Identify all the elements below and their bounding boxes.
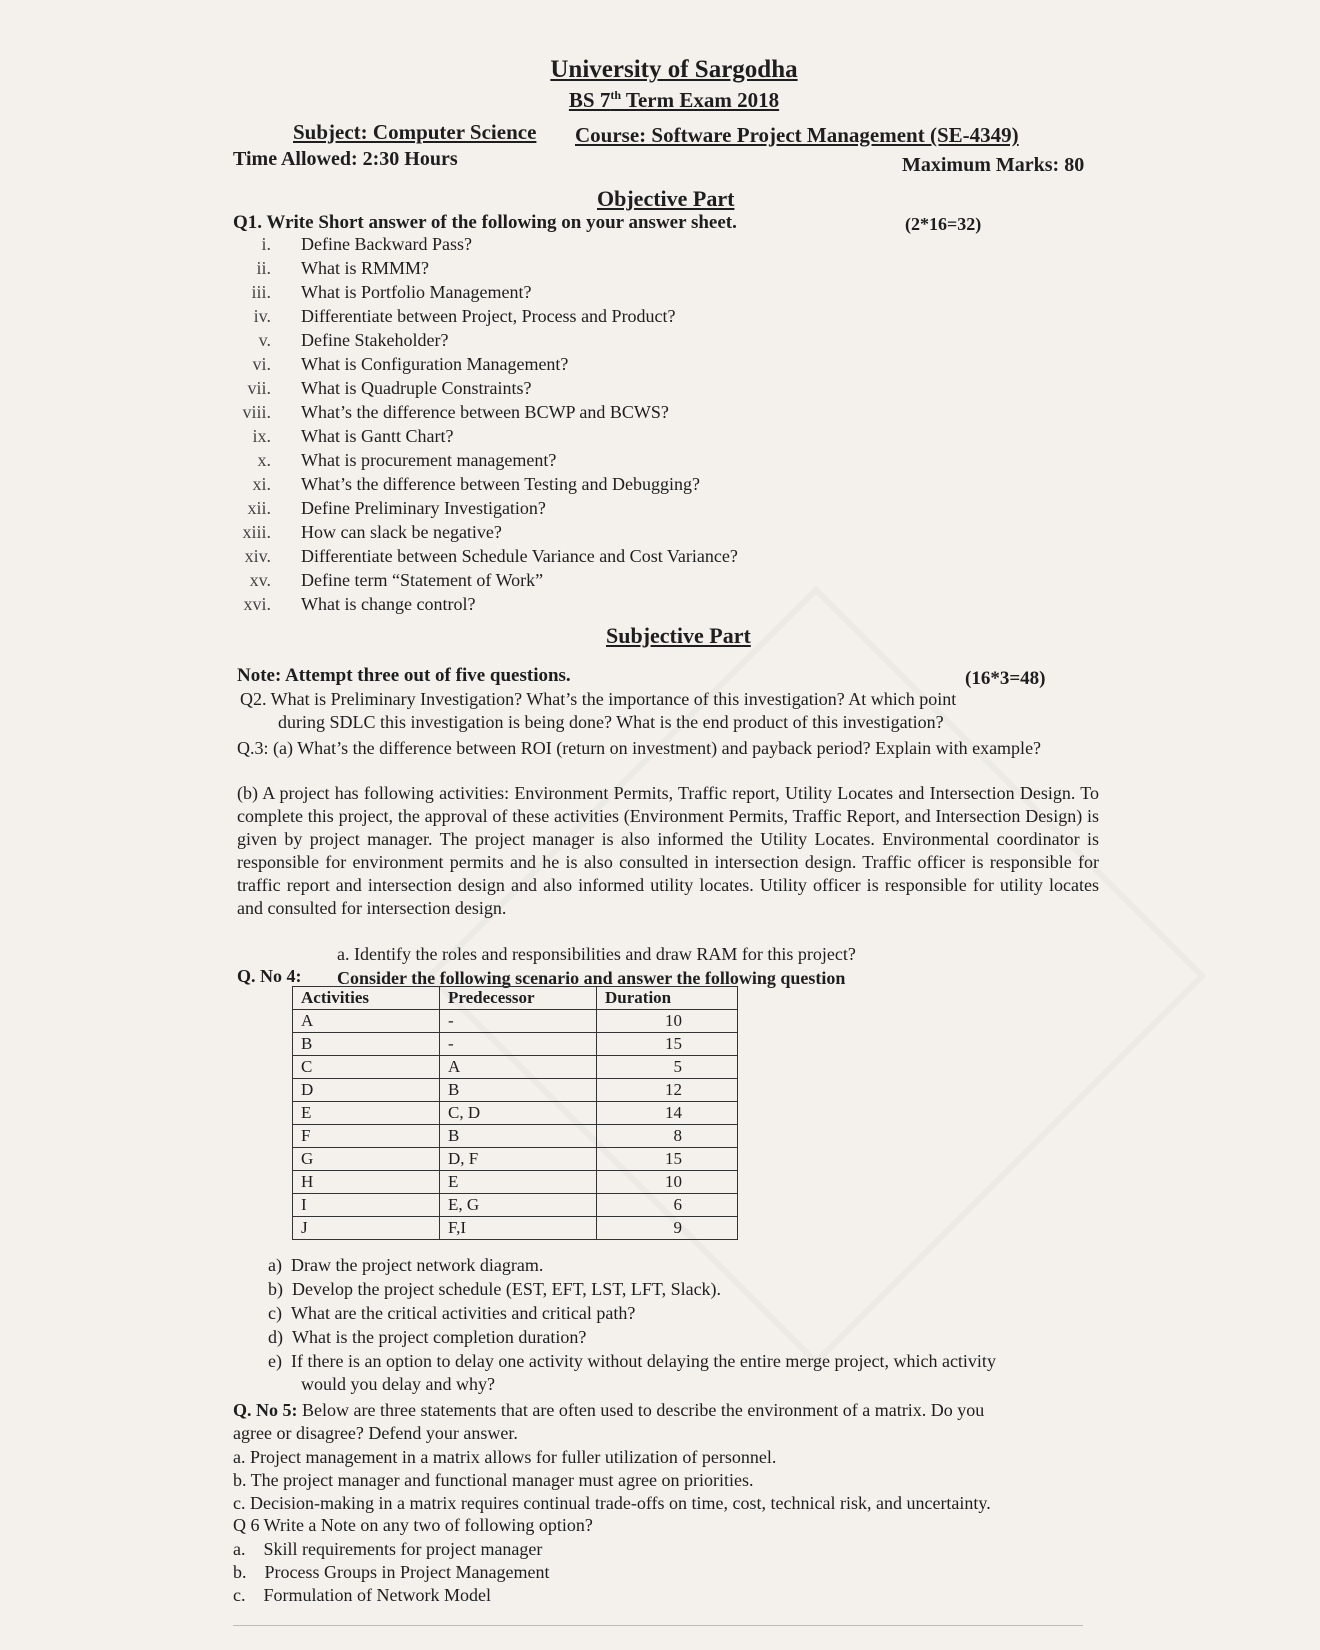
list-item: xiv. Differentiate between Schedule Variance and Cost Variance? xyxy=(244,546,738,566)
table-row: H E 10 xyxy=(293,1171,738,1194)
list-item: i. Define Backward Pass? xyxy=(261,234,472,254)
q6-item-c: c. Formulation of Network Model xyxy=(233,1585,491,1605)
activity-table xyxy=(292,986,738,1240)
q4-text: Consider the following scenario and answer the following question xyxy=(337,968,846,988)
table-row: D B 12 xyxy=(293,1079,738,1102)
subjective-part-title: Subjective Part xyxy=(606,623,751,648)
table-row: I E, G 6 xyxy=(293,1194,738,1217)
table-row: E C, D 14 xyxy=(293,1102,738,1125)
q5-item-a: a. Project management in a matrix allows for fuller utilization of personnel. xyxy=(233,1447,777,1467)
q6-item-b: b. Process Groups in Project Management xyxy=(233,1562,550,1582)
footer-divider xyxy=(233,1625,1083,1626)
q4-part-b: b) Develop the project schedule (EST, EFT, LST, LFT, Slack). xyxy=(268,1279,722,1299)
q4-part-e: e) If there is an option to delay one activity without delaying the entire merge project, which activity xyxy=(268,1351,996,1371)
list-item: viii. What’s the difference between BCWP and BCWS? xyxy=(242,402,669,422)
q5-line-1: Q. No 5: Below are three statements that are often used to describe the environment of a matrix. Do you xyxy=(233,1400,985,1420)
list-item: iii. What is Portfolio Management? xyxy=(251,282,532,302)
list-item: ii. What is RMMM? xyxy=(256,258,429,278)
list-item: xii. Define Preliminary Investigation? xyxy=(247,498,546,518)
q6-heading: Q 6 Write a Note on any two of following option? xyxy=(233,1515,593,1535)
q3-part-b: (b) A project has following activities: Environment Permits, Traffic report, Utility Locates and Intersection Design. To complete this project, the approval of these activities (Environment Permits, Traffic Report, and Intersection Design) is given by project manager. The project manager is also informed the Utility Locates. Environmental coordinator is responsible for environment permits and he is also consulted in intersection design. Traffic officer is responsible for traffic report and intersection design and also informed utility locates. Utility officer is responsible for utility locates and consulted for intersection design. xyxy=(237,783,1099,918)
note-line: Note: Attempt three out of five questions. xyxy=(237,665,571,686)
q4-part-c: c) What are the critical activities and critical path? xyxy=(268,1303,636,1323)
list-item: x. What is procurement management? xyxy=(257,450,557,470)
q2-line-2: during SDLC this investigation is being done? What is the end product of this investigation? xyxy=(278,712,944,732)
objective-list xyxy=(225,234,925,618)
q2-line-1: Q2. What is Preliminary Investigation? What’s the importance of this investigation? At which point xyxy=(240,689,957,709)
table-row: A - 10 xyxy=(293,1010,738,1033)
list-item: vii. What is Quadruple Constraints? xyxy=(247,378,532,398)
objective-part-title: Objective Part xyxy=(597,186,735,211)
subject-label: Subject: Computer Science xyxy=(293,120,537,144)
q4-part-e-cont: would you delay and why? xyxy=(301,1374,495,1394)
header-predecessor: Predecessor xyxy=(440,987,597,1010)
q3-part-b-a: a. Identify the roles and responsibilities and draw RAM for this project? xyxy=(337,944,856,964)
maximum-marks: Maximum Marks: 80 xyxy=(902,154,1085,176)
table-row: G D, F 15 xyxy=(293,1148,738,1171)
list-item: ix. What is Gantt Chart? xyxy=(252,426,454,446)
list-item: xiii. How can slack be negative? xyxy=(242,522,502,542)
list-item: xi. What’s the difference between Testing and Debugging? xyxy=(252,474,700,494)
q4-label: Q. No 4: xyxy=(237,966,302,986)
header-activities: Activities xyxy=(293,987,440,1010)
q4-part-d: d) What is the project completion duration? xyxy=(268,1327,587,1347)
q5-line-2: agree or disagree? Defend your answer. xyxy=(233,1423,518,1443)
university-title: University of Sargodha xyxy=(550,56,798,83)
course-label: Course: Software Project Management (SE-4349) xyxy=(575,123,1019,147)
q6-item-a: a. Skill requirements for project manager xyxy=(233,1539,543,1559)
q5-item-b: b. The project manager and functional manager must agree on priorities. xyxy=(233,1470,754,1490)
q5-item-c: c. Decision-making in a matrix requires continual trade-offs on time, cost, technical risk, and uncertainty. xyxy=(233,1493,991,1513)
list-item: v. Define Stakeholder? xyxy=(258,330,449,350)
subjective-marks: (16*3=48) xyxy=(965,668,1046,689)
table-header-row xyxy=(293,987,738,1010)
list-item: xv. Define term “Statement of Work” xyxy=(249,570,544,590)
list-item: vi. What is Configuration Management? xyxy=(252,354,569,374)
q3-part-a: Q.3: (a) What’s the difference between ROI (return on investment) and payback period? Explain with example? xyxy=(237,738,1042,758)
list-item: xvi. What is change control? xyxy=(243,594,476,614)
table-row: C A 5 xyxy=(293,1056,738,1079)
table-row: J F,I 9 xyxy=(293,1217,738,1240)
q1-marks: (2*16=32) xyxy=(905,214,982,234)
list-item: iv. Differentiate between Project, Process and Product? xyxy=(253,306,676,326)
time-allowed: Time Allowed: 2:30 Hours xyxy=(233,148,458,170)
q1-heading: Q1. Write Short answer of the following on your answer sheet. xyxy=(233,212,737,233)
header-duration: Duration xyxy=(597,987,738,1010)
table-row: B - 15 xyxy=(293,1033,738,1056)
exam-title: BS 7th Term Exam 2018 xyxy=(568,88,780,112)
q4-part-a: a) Draw the project network diagram. xyxy=(268,1255,544,1275)
table-row: F B 8 xyxy=(293,1125,738,1148)
